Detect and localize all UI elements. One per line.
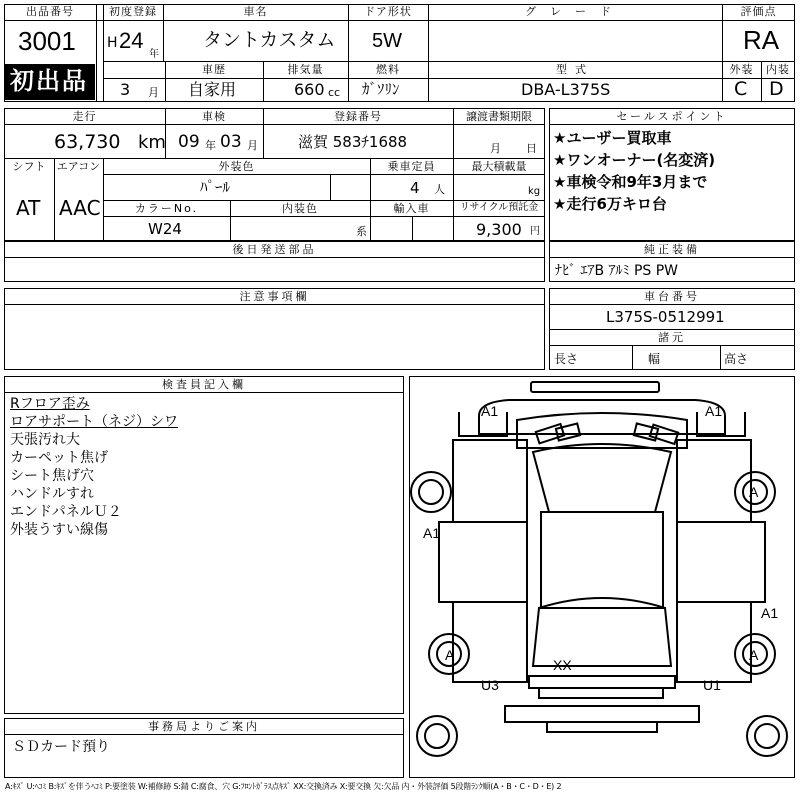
insp-month: 03 — [220, 132, 242, 152]
chassis-number: L375S-0512991 — [606, 308, 725, 326]
grade-label: グレード — [525, 5, 625, 18]
int-color-label: 内装色 — [282, 202, 318, 215]
lot-no: 3001 — [18, 26, 76, 56]
year: 24 — [119, 28, 144, 53]
lot-no-label: 出品番号 — [26, 5, 74, 18]
score-label: 評価点 — [740, 5, 777, 18]
chassis-label: 車台番号 — [644, 290, 700, 303]
int-color-unit: 系 — [356, 225, 367, 238]
color-no: W24 — [148, 220, 182, 238]
mileage: 63,730 — [54, 131, 121, 153]
import-label: 輸入車 — [393, 202, 430, 215]
capacity: 4 — [410, 179, 420, 197]
mark-a1-right: A1 — [761, 605, 779, 621]
capacity-unit: 人 — [434, 183, 445, 196]
mileage-label: 走行 — [72, 110, 97, 123]
recycle: 9,300 — [476, 220, 522, 239]
spec-length-label: 長さ — [554, 352, 579, 366]
sales-point: ★ユーザー買取車 — [553, 129, 672, 147]
ext-color-label: 外装色 — [218, 160, 255, 173]
first-reg-label: 初度登録 — [109, 5, 157, 18]
office-note: ＳＤカード預り — [12, 739, 110, 755]
month-unit: 月 — [148, 86, 159, 99]
score: RA — [743, 25, 780, 55]
mark-a-right-bottom: A — [749, 647, 759, 663]
caution-label: 注意事項欄 — [239, 290, 310, 303]
era: H — [107, 35, 118, 51]
mark-a-right-top: A — [749, 484, 759, 500]
insp-month-unit: 月 — [247, 139, 258, 152]
month: 3 — [120, 80, 131, 99]
transfer-month: 月 — [490, 142, 501, 155]
equipment-label: 純正装備 — [644, 243, 700, 256]
type: DBA-L375S — [521, 80, 611, 99]
door: 5W — [372, 30, 402, 52]
legend: A:ｷｽﾞ U:ﾍｺﾐ B:ｷｽﾞを伴うﾍｺﾐ P:要塗装 W:補修跡 S:錆 C:腐食、穴 G:ﾌﾛﾝﾄｶﾞﾗｽ点ｷｽﾞ XX:交換済み X:要交換 欠:欠品 内・外装評価 5段階ﾗﾝｸ順(A・B・C・D・E) 2 — [5, 782, 562, 791]
inspector-note: Rフロア歪み — [10, 396, 90, 412]
model-name: タントカスタム — [203, 29, 336, 51]
inspector-note: シート焦げ穴 — [10, 468, 94, 484]
car-diagram — [409, 376, 795, 778]
mark-a1-left: A1 — [423, 525, 441, 541]
mark-a1-front-left: A1 — [481, 403, 499, 419]
fuel-label: 燃料 — [376, 63, 400, 76]
transfer-day: 日 — [526, 142, 537, 155]
shift: AT — [16, 196, 41, 220]
door-label: ドア形状 — [364, 5, 412, 18]
load-unit: kg — [528, 186, 541, 197]
inspector-note: ロアサポート（ネジ）シワ — [10, 414, 178, 430]
sales-point: ★車検令和9年3月まで — [553, 173, 708, 191]
ext-label: 外装 — [729, 63, 754, 76]
ext: C — [734, 78, 748, 100]
mark-xx: XX — [553, 657, 572, 673]
history: 自家用 — [188, 80, 237, 99]
first-listing-text: 初出品 — [10, 67, 88, 95]
displacement-label: 排気量 — [287, 63, 324, 76]
specs-label: 諸元 — [658, 331, 686, 344]
capacity-label: 乗車定員 — [387, 160, 436, 173]
inspector-note: 外装うすい線傷 — [10, 522, 108, 538]
inspector-note: 天張汚れ大 — [10, 432, 80, 448]
ac-label: エアコン — [56, 160, 101, 173]
fuel: ｶﾞｿﾘﾝ — [362, 80, 400, 98]
type-label: 型式 — [556, 63, 594, 76]
ext-color: ﾊﾟｰﾙ — [200, 178, 231, 196]
inspector-note: エンドパネルＵ２ — [10, 504, 122, 520]
recycle-unit: 円 — [530, 226, 540, 237]
displacement: 660 — [294, 80, 325, 99]
history-label: 車歴 — [202, 63, 226, 76]
inspector-label: 検査員記入欄 — [162, 378, 246, 391]
reg-no: 滋賀 583ﾁ1688 — [298, 133, 408, 151]
inspector-note: ハンドルすれ — [10, 486, 94, 502]
office-label: 事務局よりご案内 — [148, 720, 260, 733]
insp-year: 09 — [178, 132, 200, 152]
int: D — [769, 78, 784, 100]
reg-no-label: 登録番号 — [334, 110, 382, 123]
inspector-note: カーペット焦げ — [10, 450, 108, 466]
model-name-label: 車名 — [243, 5, 268, 18]
year-unit: 年 — [149, 49, 159, 60]
sales-point: ★走行6万キロ台 — [553, 195, 667, 213]
ac: AAC — [59, 196, 101, 220]
equipment-items: ﾅﾋﾞ ｴｱB ｱﾙﾐ PS PW — [555, 263, 679, 279]
inspection-label: 車検 — [202, 110, 226, 123]
recycle-label: リサイクル預託金 — [459, 202, 539, 213]
mark-u3: U3 — [481, 677, 499, 693]
mark-u1: U1 — [703, 677, 721, 693]
km-unit: km — [138, 132, 166, 153]
spec-height-label: 高さ — [724, 352, 749, 366]
transfer-label: 譲渡書類期限 — [466, 110, 532, 123]
load-label: 最大積載量 — [471, 160, 527, 173]
int-label: 内装 — [766, 63, 790, 76]
later-parts-label: 後日発送部品 — [232, 243, 317, 256]
sales-point: ★ワンオーナー(名変済) — [553, 151, 716, 169]
insp-year-unit: 年 — [205, 139, 216, 152]
mark-a-left-bottom: A — [445, 647, 455, 663]
mark-a1-front-right: A1 — [705, 403, 723, 419]
sales-label: セールスポイント — [616, 110, 728, 123]
color-no-label: カラーNo. — [134, 202, 199, 215]
spec-width-label: 幅 — [648, 352, 661, 366]
cc-unit: cc — [328, 86, 341, 99]
shift-label: シフト — [12, 160, 46, 173]
